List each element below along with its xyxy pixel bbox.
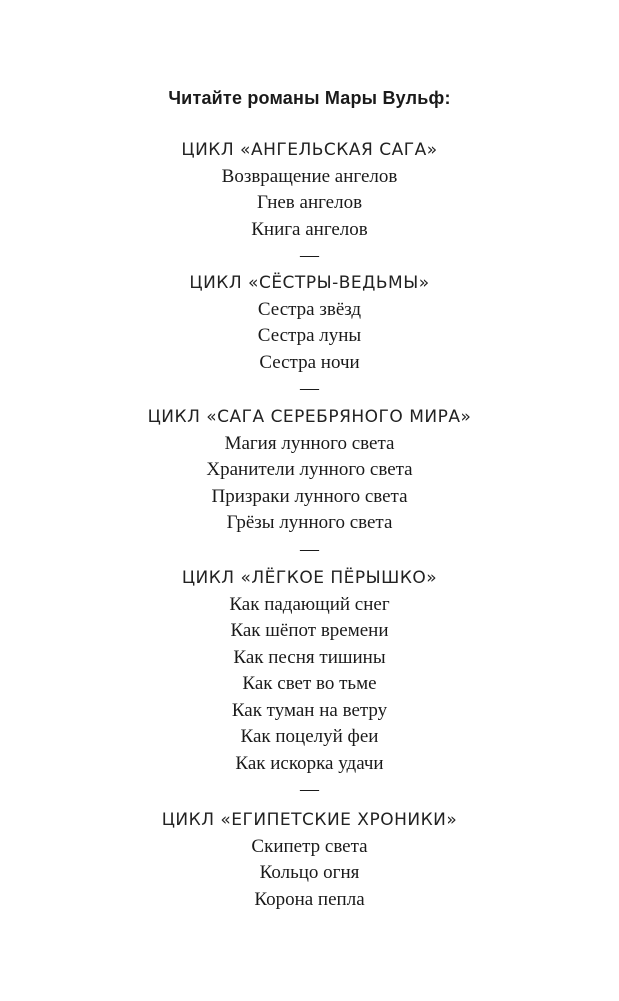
series-witch-sisters bbox=[0, 270, 619, 403]
book-title: Призраки лунного света bbox=[211, 485, 408, 507]
separator-dash: — bbox=[300, 378, 319, 399]
book-title: Гнев ангелов bbox=[256, 192, 363, 213]
book-title: Как песня тишины bbox=[233, 646, 386, 668]
series-egyptian-chronicles bbox=[0, 807, 619, 913]
book-title: Книга ангелов bbox=[251, 218, 368, 240]
series-title: ЦИКЛ «ЕГИПЕТСКИЕ ХРОНИКИ» bbox=[161, 810, 458, 830]
series-title: ЦИКЛ «САГА СЕРЕБРЯНОГО МИРА» bbox=[147, 407, 472, 427]
book-title: Скипетр света bbox=[251, 835, 368, 857]
series-title: ЦИКЛ «ЛЁГКОЕ ПЁРЫШКО» bbox=[181, 568, 438, 588]
book-title: Сестра звёзд bbox=[257, 298, 362, 320]
book-title: Сестра луны bbox=[257, 325, 362, 346]
series-light-feather bbox=[0, 565, 619, 804]
book-title: Грёзы лунного света bbox=[226, 512, 393, 533]
book-title: Магия лунного света bbox=[224, 432, 395, 454]
separator-dash: — bbox=[300, 779, 319, 800]
book-title: Сестра ночи bbox=[259, 351, 360, 373]
series-title: ЦИКЛ «АНГЕЛЬСКАЯ САГА» bbox=[181, 140, 438, 160]
book-title: Как туман на ветру bbox=[231, 699, 388, 721]
book-title: Возвращение ангелов bbox=[221, 165, 398, 187]
book-title: Как шёпот времени bbox=[230, 620, 389, 641]
series-silver-world-saga bbox=[0, 404, 619, 563]
book-title: Как свет во тьме bbox=[242, 673, 377, 694]
separator-dash: — bbox=[300, 538, 319, 560]
separator-dash: — bbox=[300, 245, 319, 266]
book-title: Кольцо огня bbox=[259, 862, 360, 883]
book-title: Как падающий снег bbox=[229, 593, 390, 615]
series-angel-saga bbox=[0, 137, 619, 270]
book-title: Как поцелуй феи bbox=[240, 726, 379, 747]
series-title: ЦИКЛ «СЁСТРЫ-ВЕДЬМЫ» bbox=[189, 273, 430, 293]
book-title: Корона пепла bbox=[254, 888, 365, 910]
book-title: Хранители лунного света bbox=[206, 459, 413, 480]
page-heading: Читайте романы Мары Вульф: bbox=[168, 88, 451, 108]
book-title: Как искорка удачи bbox=[235, 752, 384, 774]
